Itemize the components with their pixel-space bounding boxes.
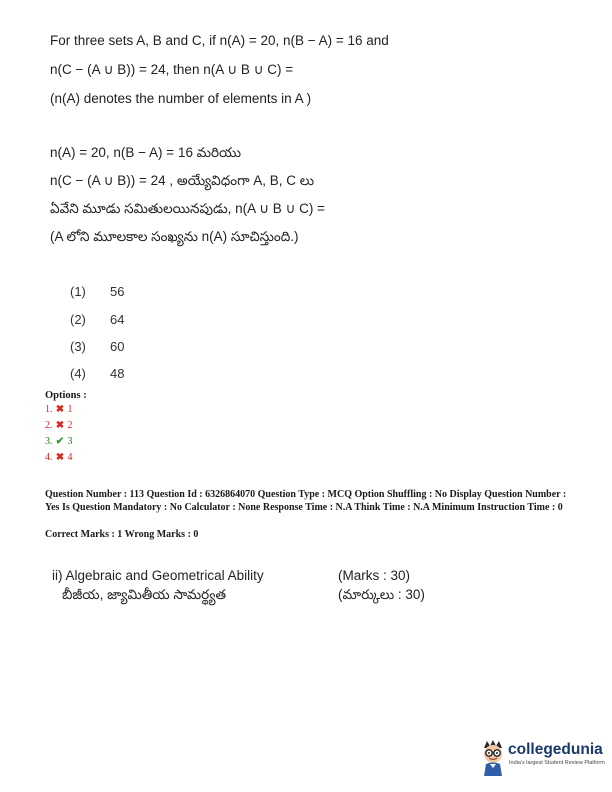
- section-title-english: ii) Algebraic and Geometrical Ability: [52, 568, 264, 583]
- choice-value: 2: [67, 420, 73, 431]
- answer-option-number: (1): [70, 284, 86, 299]
- choice-value: 1: [67, 404, 73, 415]
- section-marks-telugu: (మార్కులు : 30): [338, 587, 425, 602]
- cross-icon: ✖: [55, 404, 65, 415]
- question-telugu-line-4: (A లోని మూలకాల సంఖ్యను n(A) సూచిస్తుంది.): [50, 229, 299, 244]
- answer-option-value: 64: [110, 312, 125, 327]
- answer-option-number: (4): [70, 366, 86, 381]
- cross-icon: ✖: [55, 452, 65, 463]
- question-english-line-1: For three sets A, B and C, if n(A) = 20, n(B − A) = 16 and: [50, 33, 389, 48]
- question-english-line-2: n(C − (A ∪ B)) = 24, then n(A ∪ B ∪ C) =: [50, 62, 294, 77]
- answer-option-value: 56: [110, 284, 125, 299]
- answer-option-number: (2): [70, 312, 86, 327]
- answer-option: [70, 284, 124, 299]
- question-telugu-line-3: ఏవేని మూడు సమితులయినపుడు, n(A ∪ B ∪ C) =: [50, 201, 326, 216]
- answer-option: [70, 366, 124, 381]
- marks-metadata: Correct Marks : 1 Wrong Marks : 0: [45, 529, 199, 540]
- choice-label: 3.: [45, 436, 53, 447]
- cross-icon: ✖: [55, 420, 65, 431]
- question-english-line-3: (n(A) denotes the number of elements in A ): [50, 91, 312, 106]
- choice-row: [45, 436, 73, 447]
- answer-option-number: (3): [70, 339, 86, 354]
- answer-option-value: 48: [110, 366, 125, 381]
- logo-wordmark: collegedunia: [508, 741, 603, 758]
- section-marks-english: (Marks : 30): [338, 568, 411, 583]
- answer-option: [70, 339, 124, 354]
- choice-label: 4.: [45, 452, 53, 463]
- choice-row: [45, 452, 73, 463]
- question-telugu-line-2: n(C − (A ∪ B)) = 24 , అయ్యేవిధంగా A, B, C లు: [50, 173, 315, 188]
- mascot-icon: [478, 738, 508, 778]
- choice-value: 4: [67, 452, 73, 463]
- collegedunia-logo: [478, 738, 603, 782]
- choice-row: [45, 420, 73, 431]
- options-heading: Options :: [45, 390, 87, 401]
- choice-row: [45, 404, 73, 415]
- check-icon: ✔: [55, 436, 65, 447]
- choice-label: 1.: [45, 404, 53, 415]
- answer-option-value: 60: [110, 339, 125, 354]
- choice-label: 2.: [45, 420, 53, 431]
- logo-tagline: India's largest Student Review Platform: [509, 760, 605, 766]
- answer-option: [70, 312, 124, 327]
- question-telugu-line-1: n(A) = 20, n(B − A) = 16 మరియు: [50, 145, 242, 160]
- choice-value: 3: [67, 436, 73, 447]
- question-metadata: Question Number : 113 Question Id : 6326864070 Question Type : MCQ Option Shuffling : No Display Question Number : Yes Is Question Mandatory : No Calculator : None Response Time : N.A Think Time : N.A Minimum Instruction Time : 0: [45, 489, 567, 513]
- section-title-telugu: బీజీయ, జ్యామితీయ సామర్థ్యత: [62, 587, 227, 602]
